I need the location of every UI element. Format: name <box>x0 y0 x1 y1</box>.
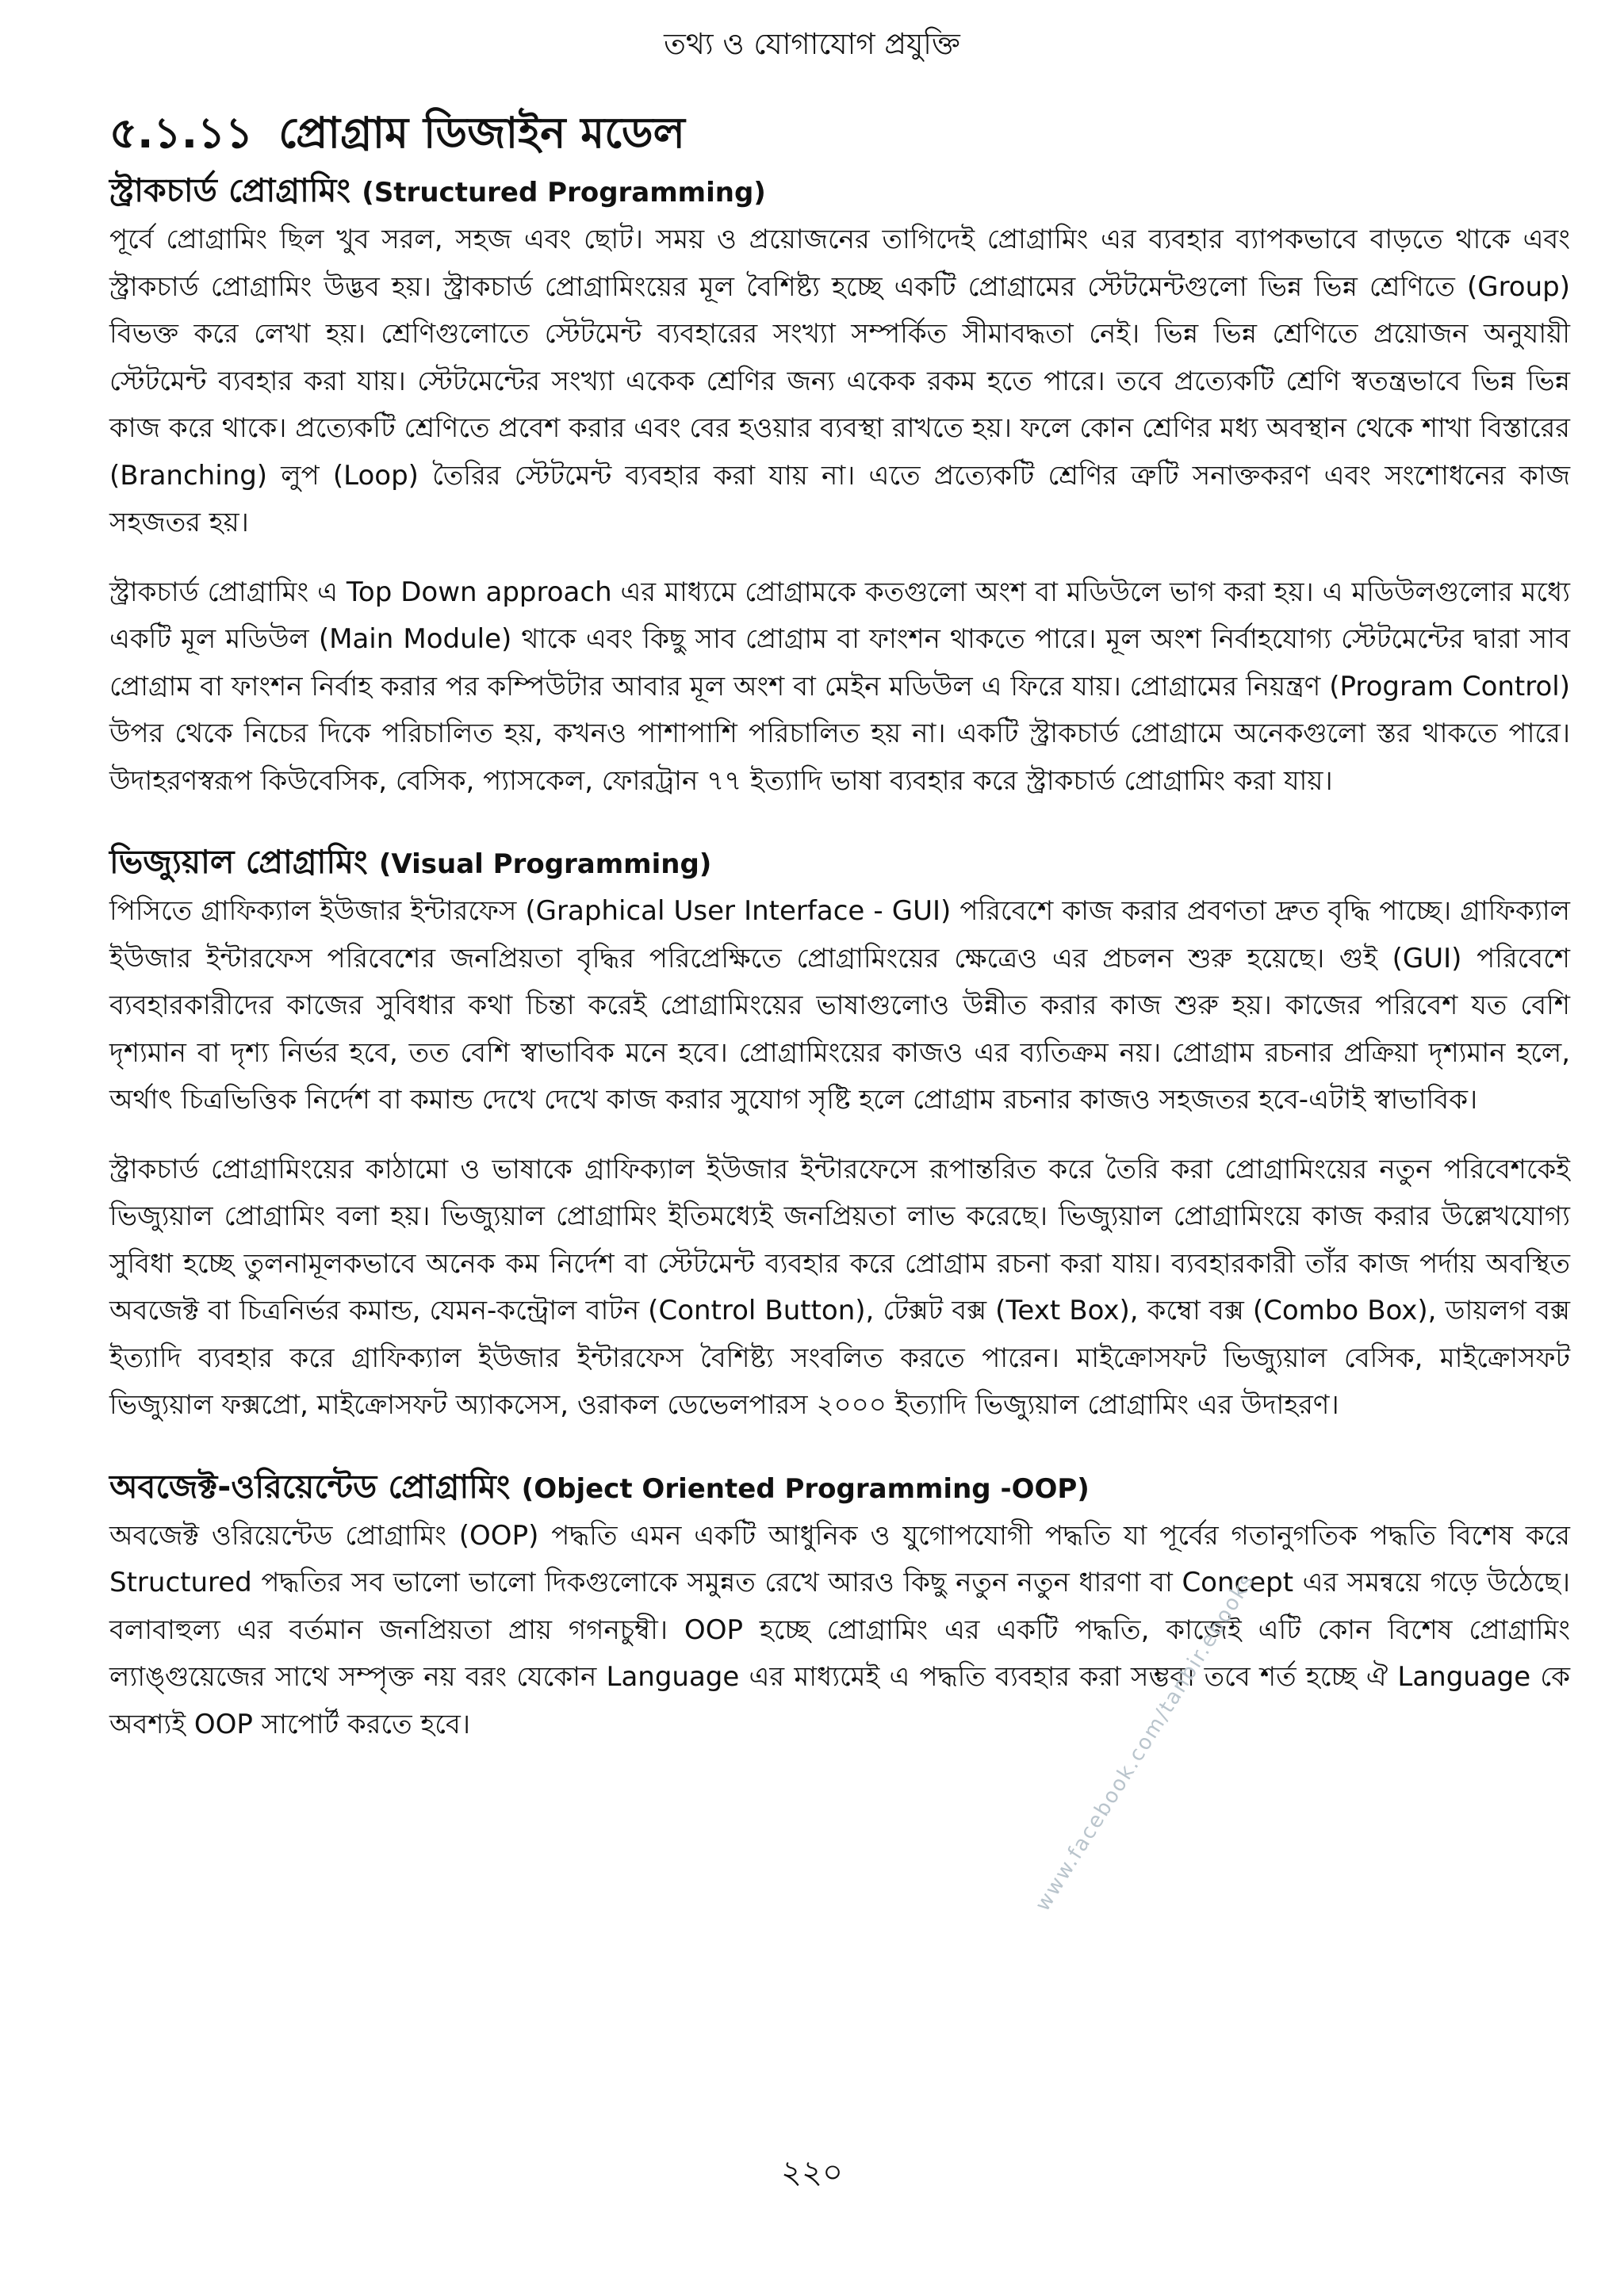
section-heading-en: (Visual Programming) <box>378 848 712 880</box>
section-heading-bn: ভিজ্যুয়াল প্রোগ্রামিং <box>109 843 368 881</box>
paragraph: পিসিতে গ্রাফিক্যাল ইউজার ইন্টারফেস (Graphical User Interface - GUI) পরিবেশে কাজ করার প্রবণতা দ্রুত বৃদ্ধি পাচ্ছে। গ্রাফিক্যাল ইউজার ইন্টারফেস পরিবেশের জনপ্রিয়তা বৃদ্ধির পরিপ্রেক্ষিতে প্রোগ্রামিংয়ের ক্ষেত্রেও এর প্রচলন শুরু হয়েছে। গুই (GUI) পরিবেশে ব্যবহারকারীদের কাজের সুবিধার কথা চিন্তা করেই প্রোগ্রামিংয়ের ভাষাগুলোও উন্নীত করার কাজ শুরু হয়। কাজের পরিবেশ যত বেশি দৃশ্যমান বা দৃশ্য নির্ভর হবে, তত বেশি স্বাভাবিক মনে হবে। প্রোগ্রামিংয়ের কাজও এর ব্যতিক্রম নয়। প্রোগ্রাম রচনার প্রক্রিয়া দৃশ্যমান হলে, অর্থাৎ চিত্রভিত্তিক নির্দেশ বা কমান্ড দেখে দেখে কাজ করার সুযোগ সৃষ্টি হলে প্রোগ্রাম রচনার কাজও সহজতর হবে-এটাই স্বাভাবিক। <box>109 895 1570 1116</box>
paragraph: অবজেক্ট ওরিয়েন্টেড প্রোগ্রামিং (OOP) পদ্ধতি এমন একটি আধুনিক ও যুগোপযোগী পদ্ধতি যা পূর্বের গতানুগতিক পদ্ধতি বিশেষ করে Structured পদ্ধতির সব ভালো ভালো দিকগুলোকে সমুন্নত রেখে আরও কিছু নতুন নতুন ধারণা বা Concept এর সমন্বয়ে গড়ে উঠেছে। বলাবাহুল্য এর বর্তমান জনপ্রিয়তা প্রায় গগনচুম্বী। OOP হচ্ছে প্রোগ্রামিং এর একটি পদ্ধতি, কাজেই এটি কোন বিশেষ প্রোগ্রামিং ল্যাঙ্গুয়েজের সাথে সম্পৃক্ত নয় বরং যেকোন Language এর মাধ্যমেই এ পদ্ধতি ব্যবহার করা সম্ভব। তবে শর্ত হচ্ছে ঐ Language কে অবশ্যই OOP সাপোর্ট করতে হবে। <box>109 1519 1570 1740</box>
chapter-number: ৫.১.১১ <box>109 108 254 158</box>
paragraph: স্ট্রাকচার্ড প্রোগ্রামিংয়ের কাঠামো ও ভাষাকে গ্রাফিক্যাল ইউজার ইন্টারফেসে রূপান্তরিত করে তৈরি করা প্রোগ্রামিংয়ের নতুন পরিবেশকেই ভিজ্যুয়াল প্রোগ্রামিং বলা হয়। ভিজ্যুয়াল প্রোগ্রামিং ইতিমধ্যেই জনপ্রিয়তা লাভ করেছে। ভিজ্যুয়াল প্রোগ্রামিংয়ে কাজ করার উল্লেখযোগ্য সুবিধা হচ্ছে তুলনামূলকভাবে অনেক কম নির্দেশ বা স্টেটমেন্ট ব্যবহার করে প্রোগ্রাম রচনা করা যায়। ব্যবহারকারী তাঁর কাজ পর্দায় অবস্থিত অবজেক্ট বা চিত্রনির্ভর কমান্ড, যেমন-কন্ট্রোল বাটন (Control Button), টেক্সট বক্স (Text Box), কম্বো বক্স (Combo Box), ডায়লগ বক্স ইত্যাদি ব্যবহার করে গ্রাফিক্যাল ইউজার ইন্টারফেস বৈশিষ্ট্য সংবলিত করতে পারেন। মাইক্রোসফট ভিজ্যুয়াল বেসিক, মাইক্রোসফট ভিজ্যুয়াল ফক্সপ্রো, মাইক্রোসফট অ্যাকসেস, ওরাকল ডেভেলপারস ২০০০ ইত্যাদি ভিজ্যুয়াল প্রোগ্রামিং এর উদাহরণ। <box>109 1153 1570 1421</box>
page-content <box>109 101 1570 1748</box>
paragraph: পূর্বে প্রোগ্রামিং ছিল খুব সরল, সহজ এবং ছোট। সময় ও প্রয়োজনের তাগিদেই প্রোগ্রামিং এর ব্যবহার ব্যাপকভাবে বাড়তে থাকে এবং স্ট্রাকচার্ড প্রোগ্রামিং উদ্ভব হয়। স্ট্রাকচার্ড প্রোগ্রামিংয়ের মূল বৈশিষ্ট্য হচ্ছে একটি প্রোগ্রামের স্টেটমেন্টগুলো ভিন্ন ভিন্ন শ্রেণিতে (Group) বিভক্ত করে লেখা হয়। শ্রেণিগুলোতে স্টেটমেন্ট ব্যবহারের সংখ্যা সম্পর্কিত সীমাবদ্ধতা নেই। ভিন্ন ভিন্ন শ্রেণিতে প্রয়োজন অনুযায়ী স্টেটমেন্ট ব্যবহার করা যায়। স্টেটমেন্টের সংখ্যা একেক শ্রেণির জন্য একেক রকম হতে পারে। তবে প্রত্যেকটি শ্রেণি স্বতন্ত্রভাবে ভিন্ন ভিন্ন কাজ করে থাকে। প্রত্যেকটি শ্রেণিতে প্রবেশ করার এবং বের হওয়ার ব্যবস্থা রাখতে হয়। ফলে কোন শ্রেণির মধ্য অবস্থান থেকে শাখা বিস্তারের (Branching) লুপ (Loop) তৈরির স্টেটমেন্ট ব্যবহার করা যায় না। এতে প্রত্যেকটি শ্রেণির ত্রুটি সনাক্তকরণ এবং সংশোধনের কাজ সহজতর হয়। <box>109 224 1570 538</box>
section-heading-bn: স্ট্রাকচার্ড প্রোগ্রামিং <box>109 171 350 209</box>
section-heading-structured <box>109 167 1570 216</box>
section-heading-en: (Object Oriented Programming -OOP) <box>521 1472 1090 1505</box>
page-number: ২২০ <box>780 2154 844 2191</box>
chapter-title <box>109 101 1570 165</box>
watermark: www.facebook.com/tanbir.ebooks <box>1031 1568 1260 1916</box>
section-heading-en: (Structured Programming) <box>362 177 766 209</box>
section-heading-oop <box>109 1463 1570 1513</box>
section-heading-bn: অবজেক্ট-ওরিয়েন্টেড প্রোগ্রামিং <box>109 1467 511 1506</box>
running-header: তথ্য ও যোগাযোগ প্রযুক্তি <box>664 27 960 61</box>
chapter-title-text: প্রোগ্রাম ডিজাইন মডেল <box>278 108 685 158</box>
paragraph: স্ট্রাকচার্ড প্রোগ্রামিং এ Top Down approach এর মাধ্যমে প্রোগ্রামকে কতগুলো অংশ বা মডিউলে ভাগ করা হয়। এ মডিউলগুলোর মধ্যে একটি মূল মডিউল (Main Module) থাকে এবং কিছু সাব প্রোগ্রাম বা ফাংশন থাকতে পারে। মূল অংশ নির্বাহযোগ্য স্টেটমেন্টের দ্বারা সাব প্রোগ্রাম বা ফাংশন নির্বাহ করার পর কম্পিউটার আবার মূল অংশ বা মেইন মডিউল এ ফিরে যায়। প্রোগ্রামের নিয়ন্ত্রণ (Program Control) উপর থেকে নিচের দিকে পরিচালিত হয়, কখনও পাশাপাশি পরিচালিত হয় না। একটি স্ট্রাকচার্ড প্রোগ্রামে অনেকগুলো স্তর থাকতে পারে। উদাহরণস্বরূপ কিউবেসিক, বেসিক, প্যাসকেল, ফোরট্রান ৭৭ ইত্যাদি ভাষা ব্যবহার করে স্ট্রাকচার্ড প্রোগ্রামিং করা যায়। <box>109 576 1570 797</box>
section-heading-visual <box>109 838 1570 888</box>
